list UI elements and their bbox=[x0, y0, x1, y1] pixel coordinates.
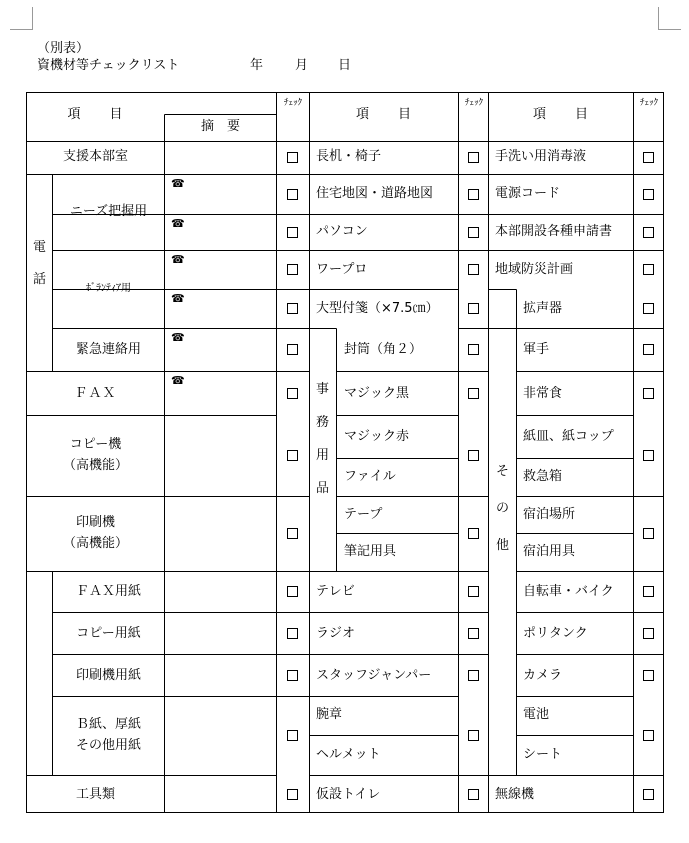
label-sanitizer: 手洗い用消毒液 bbox=[495, 149, 587, 164]
label-maps: 住宅地図・道路地図 bbox=[316, 186, 434, 201]
header-item-left: 項 目 bbox=[67, 107, 124, 122]
label-toilet: 仮設トイレ bbox=[316, 787, 381, 802]
checkbox-copier[interactable] bbox=[287, 450, 298, 461]
checkbox-radio-set[interactable] bbox=[643, 789, 654, 800]
label-radio: ラジオ bbox=[316, 626, 356, 641]
label-other-paper-2: その他用紙 bbox=[75, 738, 141, 753]
checkbox-tank[interactable] bbox=[643, 628, 654, 639]
label-camera: カメラ bbox=[523, 668, 563, 683]
checkbox-battery-sheet[interactable] bbox=[643, 730, 654, 741]
checkbox-toilet[interactable] bbox=[468, 789, 479, 800]
header-check-1: ﾁｪｯｸ bbox=[283, 98, 302, 108]
checkbox-desk[interactable] bbox=[468, 152, 479, 163]
checkbox-fax-paper[interactable] bbox=[287, 586, 298, 597]
label-tv: テレビ bbox=[316, 584, 355, 599]
month-label: 月 bbox=[295, 58, 309, 73]
page-title: 資機材等チェックリスト bbox=[37, 58, 180, 73]
checkbox-lodging-bedding[interactable] bbox=[643, 528, 654, 539]
checkbox-gloves[interactable] bbox=[643, 344, 654, 355]
label-emergency: 緊急連絡用 bbox=[75, 342, 141, 357]
telephone-icon: ☎ bbox=[171, 253, 185, 266]
label-bike: 自転車・バイク bbox=[523, 584, 614, 599]
telephone-icon: ☎ bbox=[171, 177, 185, 190]
label-fax-paper: ＦＡＸ用紙 bbox=[75, 584, 141, 599]
label-gloves: 軍手 bbox=[523, 342, 550, 357]
label-hq-room: 支援本部室 bbox=[62, 149, 128, 164]
label-firstaid: 救急箱 bbox=[523, 469, 563, 484]
checkbox-radio[interactable] bbox=[468, 628, 479, 639]
label-armband: 腕章 bbox=[316, 707, 343, 722]
checkbox-marker-red-file[interactable] bbox=[468, 450, 479, 461]
label-tape: テープ bbox=[344, 507, 383, 522]
label-other-paper-1: Ｂ紙、厚紙 bbox=[75, 717, 141, 732]
checkbox-sticky[interactable] bbox=[468, 303, 479, 314]
label-sticky: 大型付箋（×7.5㎝） bbox=[316, 301, 439, 316]
label-bedding: 宿泊用具 bbox=[523, 544, 576, 559]
label-tools: 工具類 bbox=[75, 787, 115, 802]
label-marker-black: マジック黒 bbox=[344, 386, 410, 401]
checkbox-forms[interactable] bbox=[643, 227, 654, 238]
day-label: 日 bbox=[338, 58, 352, 73]
label-stationery: 筆記用具 bbox=[344, 544, 397, 559]
telephone-icon: ☎ bbox=[171, 374, 185, 387]
label-helmet: ヘルメット bbox=[316, 747, 381, 762]
checkbox-plates-firstaid[interactable] bbox=[643, 450, 654, 461]
label-volunteer: ﾎﾞﾗﾝﾃｨｱ用 bbox=[86, 283, 131, 294]
label-phone-group: 電話 bbox=[33, 240, 47, 287]
checkbox-hq-room[interactable] bbox=[287, 152, 298, 163]
label-desk: 長机・椅子 bbox=[316, 149, 382, 164]
label-pc: パソコン bbox=[316, 224, 368, 239]
checkbox-maps[interactable] bbox=[468, 189, 479, 200]
telephone-icon: ☎ bbox=[171, 217, 185, 230]
checkbox-jumper[interactable] bbox=[468, 670, 479, 681]
checkbox-sanitizer[interactable] bbox=[643, 152, 654, 163]
checkbox-pc[interactable] bbox=[468, 227, 479, 238]
label-printer-paper: 印刷機用紙 bbox=[75, 668, 141, 683]
checkbox-envelope[interactable] bbox=[468, 344, 479, 355]
label-printer-2: （高機能） bbox=[62, 536, 128, 551]
checkbox-volunteer-2[interactable] bbox=[287, 303, 298, 314]
label-file: ファイル bbox=[344, 469, 396, 484]
label-plates: 紙皿、紙コップ bbox=[523, 429, 614, 444]
label-needs: ニーズ把握用 bbox=[69, 204, 148, 219]
checkbox-printer-paper[interactable] bbox=[287, 670, 298, 681]
checkbox-food[interactable] bbox=[643, 388, 654, 399]
label-wordpro: ワープロ bbox=[316, 262, 368, 277]
label-battery: 電池 bbox=[523, 707, 550, 722]
label-tank: ポリタンク bbox=[523, 626, 588, 641]
label-copy-paper: コピー用紙 bbox=[76, 626, 141, 641]
checkbox-other-paper[interactable] bbox=[287, 730, 298, 741]
label-fax: ＦＡＸ bbox=[74, 386, 117, 401]
label-jumper: スタッフジャンパー bbox=[316, 668, 432, 683]
label-office-group: 事務用品 bbox=[316, 382, 330, 496]
checkbox-armband-helmet[interactable] bbox=[468, 730, 479, 741]
label-plan: 地域防災計画 bbox=[495, 262, 574, 277]
label-megaphone: 拡声器 bbox=[523, 301, 563, 316]
checkbox-bike[interactable] bbox=[643, 586, 654, 597]
checkbox-marker-black[interactable] bbox=[468, 388, 479, 399]
label-cord: 電源コード bbox=[495, 186, 561, 201]
checkbox-needs-2[interactable] bbox=[287, 227, 298, 238]
label-radio-set: 無線機 bbox=[495, 787, 535, 802]
label-printer-1: 印刷機 bbox=[75, 515, 115, 530]
appendix-label: （別表） bbox=[37, 41, 90, 56]
checkbox-tape-stationery[interactable] bbox=[468, 528, 479, 539]
header-summary: 摘 要 bbox=[200, 119, 240, 134]
header-item-right: 項 目 bbox=[532, 107, 589, 122]
checkbox-wordpro[interactable] bbox=[468, 264, 479, 275]
checkbox-camera[interactable] bbox=[643, 670, 654, 681]
checkbox-plan[interactable] bbox=[643, 264, 654, 275]
checkbox-cord[interactable] bbox=[643, 189, 654, 200]
header-check-3: ﾁｪｯｸ bbox=[639, 98, 658, 108]
label-copier-2: （高機能） bbox=[62, 458, 128, 473]
label-sheet: シート bbox=[523, 747, 563, 762]
checkbox-printer[interactable] bbox=[287, 528, 298, 539]
label-other-group: その他 bbox=[496, 464, 510, 553]
checkbox-tv[interactable] bbox=[468, 586, 479, 597]
checkbox-megaphone[interactable] bbox=[643, 303, 654, 314]
header-item-middle: 項 目 bbox=[355, 107, 412, 122]
telephone-icon: ☎ bbox=[171, 331, 185, 344]
label-marker-red: マジック赤 bbox=[344, 429, 410, 444]
checkbox-tools[interactable] bbox=[287, 789, 298, 800]
checkbox-copy-paper[interactable] bbox=[287, 628, 298, 639]
checkbox-fax[interactable] bbox=[287, 388, 298, 399]
checkbox-needs-1[interactable] bbox=[287, 189, 298, 200]
label-envelope: 封筒（角２） bbox=[344, 342, 423, 357]
label-forms: 本部開設各種申請書 bbox=[495, 224, 613, 239]
telephone-icon: ☎ bbox=[171, 292, 185, 305]
label-copier-1: コピー機 bbox=[69, 437, 122, 452]
header-check-2: ﾁｪｯｸ bbox=[464, 98, 483, 108]
label-food: 非常食 bbox=[523, 386, 563, 401]
checkbox-emergency[interactable] bbox=[287, 344, 298, 355]
checkbox-volunteer-1[interactable] bbox=[287, 264, 298, 275]
year-label: 年 bbox=[250, 58, 264, 73]
label-lodging: 宿泊場所 bbox=[523, 507, 576, 522]
